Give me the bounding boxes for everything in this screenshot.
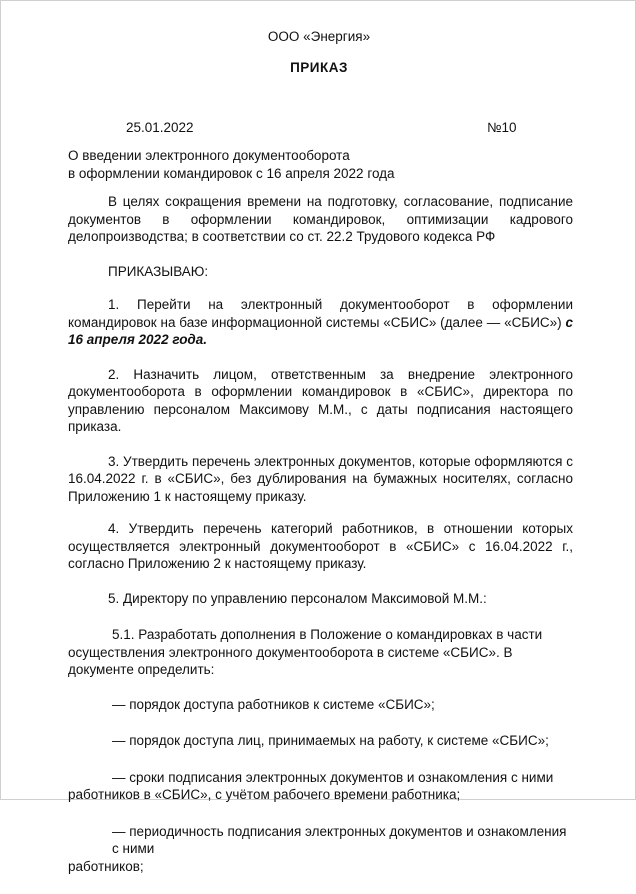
item-2: 2. Назначить лицом, ответственным за внедрение электронного документооборота в оформлении командировок в «СБИС», директора по управлению персоналом Максимову М.М., с даты подписания настоящего приказа. — [68, 366, 573, 434]
bullet-3-first-line: — сроки подписания электронных документов и ознакомления с ними — [112, 769, 554, 785]
bullet-1: — порядок доступа работников к системе «СБИС»; — [112, 696, 435, 712]
subject-line-2: в оформлении командировок с 16 апреля 2022 года — [68, 165, 395, 181]
bullet-2: — порядок доступа лиц, принимаемых на работу, к системе «СБИС»; — [112, 733, 549, 748]
item-5-1-continuation: осуществления электронного документооборота в системе «СБИС». В документе определить: — [68, 644, 513, 677]
bullet-item — [68, 823, 573, 876]
document-number: №10 — [487, 120, 517, 135]
item-5: 5. Директору по управлению персоналом Максимовой М.М.: — [108, 590, 487, 606]
organization-name: ООО «Энергия» — [267, 29, 371, 44]
item-5-1-first-line: 5.1. Разработать дополнения в Положение о командировках в части — [112, 627, 543, 642]
document-title: ПРИКАЗ — [290, 60, 348, 75]
preamble-paragraph: В целях сокращения времени на подготовку, согласование, подписание документов в оформлении командировок, оптимизации кадрового делопроизводства; в соответствии со ст. 22.2 Трудового кодекса РФ — [68, 194, 573, 244]
bullet-3-continuation: работников в «СБИС», с учётом рабочего времени работника; — [68, 787, 461, 802]
bullet-item — [68, 732, 573, 750]
order-keyword: ПРИКАЗЫВАЮ: — [108, 263, 209, 279]
item-1-text: 1. Перейти на электронный документооборот в оформлении командировок на базе информационной системы «СБИС» (далее — «СБИС») — [68, 297, 573, 330]
item-5-1 — [68, 626, 573, 679]
item-1-emphasis: с 16 апреля 2022 года. — [68, 314, 573, 347]
item-1 — [68, 296, 573, 349]
bullet-4-first-line: — периодичность подписания электронных документов и ознакомления с ними — [112, 823, 567, 856]
document-date: 25.01.2022 — [126, 120, 194, 135]
item-3: 3. Утвердить перечень электронных документов, которые оформляются с 16.04.2022 г. в «СБИС», без дублирования на бумажных носителях, согласно Приложению 1 к настоящему приказу. — [68, 453, 573, 504]
bullet-item — [68, 769, 573, 804]
document-body — [68, 147, 573, 894]
bullet-4-continuation: работников; — [68, 858, 144, 874]
bullet-item — [68, 696, 573, 714]
order-subject — [68, 147, 573, 182]
subject-line-1: О введении электронного документооборота — [68, 148, 350, 163]
item-4: 4. Утвердить перечень категорий работников, в отношении которых осуществляется электронный документооборот в «СБИС» с 16.04.2022 г., согласно Приложению 2 к настоящему приказу. — [68, 521, 573, 571]
